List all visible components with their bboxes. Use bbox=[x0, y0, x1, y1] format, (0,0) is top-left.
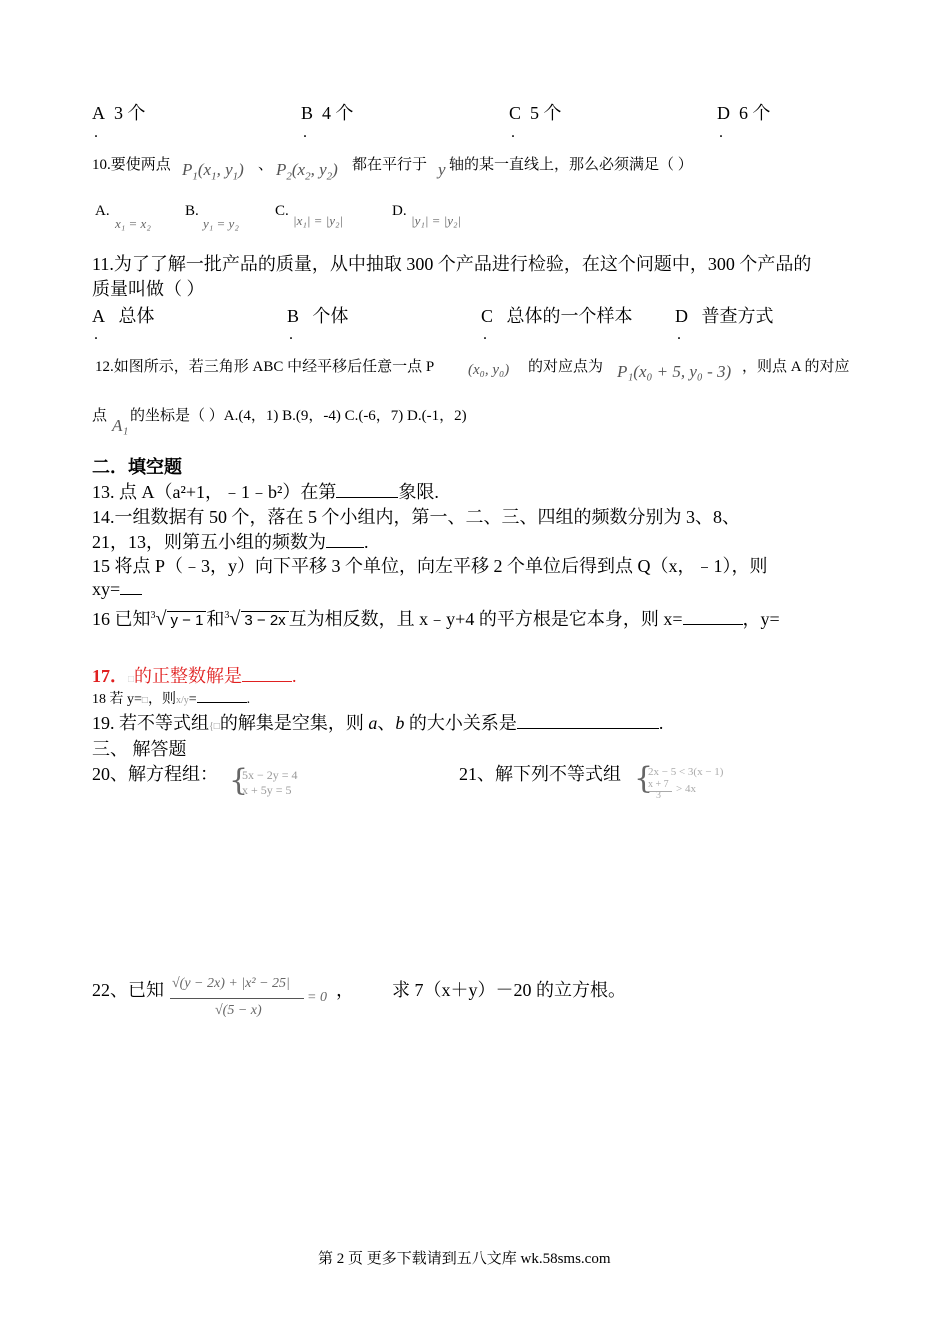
q12-line1-c: ，则点 A 的对应 bbox=[742, 359, 850, 375]
q10-prefix: 10.要使两点 bbox=[92, 157, 171, 173]
q10-mid: 都在平行于 bbox=[352, 157, 428, 173]
q22-task: 求 7（x＋y）－20 的立方根。 bbox=[392, 980, 626, 1000]
q22-denominator: √(5 − x) bbox=[215, 1003, 262, 1018]
section-3-title: 三、 解答题 bbox=[92, 739, 187, 759]
q10-option-b-label: B. bbox=[185, 203, 199, 219]
q10-axis: y bbox=[438, 160, 446, 179]
q15-line1: 15 将点 P（﹣3，y）向下平移 3 个单位，向左平移 2 个单位后得到点 Q（x，﹣1），则 bbox=[92, 556, 768, 576]
q21-ineq2-num: x + 7 bbox=[648, 779, 669, 790]
q10-separator: 、 bbox=[258, 157, 274, 173]
q11-line2: 质量叫做（ ） bbox=[92, 279, 205, 299]
q9-option-b: B 4 个 bbox=[301, 103, 354, 123]
q10-option-a-math: x₁ = x₂ bbox=[115, 216, 151, 231]
q14-line2: 21，13，则第五小组的频数为 . bbox=[92, 532, 369, 552]
q10-option-c-label: C. bbox=[275, 203, 289, 219]
q12-point-a1: A₁ bbox=[112, 416, 129, 435]
q12-line2-a: 点 bbox=[92, 408, 108, 424]
q12-line1-a: 12.如图所示，若三角形 ABC 中经平移后任意一点 P bbox=[95, 359, 435, 375]
q9-option-c: C 5 个 bbox=[509, 103, 562, 123]
q9-option-d: D 6 个 bbox=[717, 103, 771, 123]
q10-point-p2: $P_2(x_2$, $y_2$) bbox=[276, 160, 338, 183]
q20-label: 20、解方程组： bbox=[92, 764, 218, 784]
q22-equals: = 0 bbox=[307, 990, 327, 1005]
q20-brace: { bbox=[229, 763, 249, 798]
q22-comma: ， bbox=[336, 980, 354, 1000]
q20-eq2: x + 5y = 5 bbox=[242, 783, 292, 797]
q22-label: 22、已知 bbox=[92, 980, 164, 1000]
q21-ineq2-rest: > 4x bbox=[676, 783, 696, 795]
q10-point-p1: $P_1(x_1$, $y_1$) bbox=[182, 160, 244, 183]
q21-ineq2-den: 3 bbox=[656, 790, 661, 801]
q11-option-b: B 个体 bbox=[287, 306, 349, 326]
q12-line2-b: 的坐标是（ ）A.(4，1) B.(9，-4) C.(-6，7) D.(-1，2) bbox=[130, 408, 467, 424]
q15-line2: xy= bbox=[92, 578, 142, 600]
q10-suffix: 轴的某一直线上，那么必须满足（ ） bbox=[449, 157, 693, 173]
q10-option-b-math: y₁ = y₂ bbox=[203, 216, 239, 231]
q11-line1: 11.为了了解一批产品的质量，从中抽取 300 个产品进行检验，在这个问题中，300 个产品的 bbox=[92, 254, 812, 274]
q10-option-a-label: A. bbox=[95, 203, 110, 219]
page-footer: 第 2 页 更多下载请到五八文库 wk.58sms.com bbox=[318, 1251, 611, 1267]
question-18: 18 若 y=□，则x/y= . bbox=[92, 688, 250, 708]
section-2-title: 二．填空题 bbox=[92, 457, 182, 477]
q20-eq1: 5x − 2y = 4 bbox=[242, 768, 298, 782]
q10-option-d-label: D. bbox=[392, 203, 407, 219]
q21-ineq1: 2x − 5 < 3(x − 1) bbox=[648, 766, 724, 778]
question-16: 16 已知$^3$√ y − 1 和$^3$√ 3 − 2x 互为相反数，且 x﹣y+4 的平方根是它本身，则 x= ，y= bbox=[92, 608, 780, 630]
q11-option-a: A 总体 bbox=[92, 306, 155, 326]
q21-brace: { bbox=[634, 761, 654, 796]
q10-option-c-math: |x₁| = |y₂| bbox=[293, 213, 344, 228]
q22-numerator: √(y − 2x) + |x² − 25| bbox=[172, 976, 290, 991]
q12-point-p: (x₀, y₀) bbox=[468, 362, 510, 378]
q21-label: 21、解下列不等式组 bbox=[459, 764, 621, 784]
q11-option-c: C 总体的一个样本 bbox=[481, 306, 633, 326]
question-19: 19. 若不等式组{□的解集是空集，则 a、b 的大小关系是 . bbox=[92, 713, 664, 733]
q12-point-p1: P₁(x₀ + 5, y₀ - 3) bbox=[617, 362, 732, 381]
q12-line1-b: 的对应点为 bbox=[528, 359, 604, 375]
q10-option-d-math: |y₁| = |y₂| bbox=[411, 213, 462, 228]
q9-option-a: A 3 个 bbox=[92, 103, 146, 123]
question-17: 17．□的正整数解是 . bbox=[92, 666, 297, 686]
question-13: 13. 点 A（a²+1，﹣1﹣b²）在第 象限. bbox=[92, 482, 439, 502]
q11-option-d: D 普查方式 bbox=[675, 306, 774, 326]
q14-line1: 14.一组数据有 50 个，落在 5 个小组内，第一、二、三、四组的频数分别为 3、8、 bbox=[92, 507, 740, 527]
